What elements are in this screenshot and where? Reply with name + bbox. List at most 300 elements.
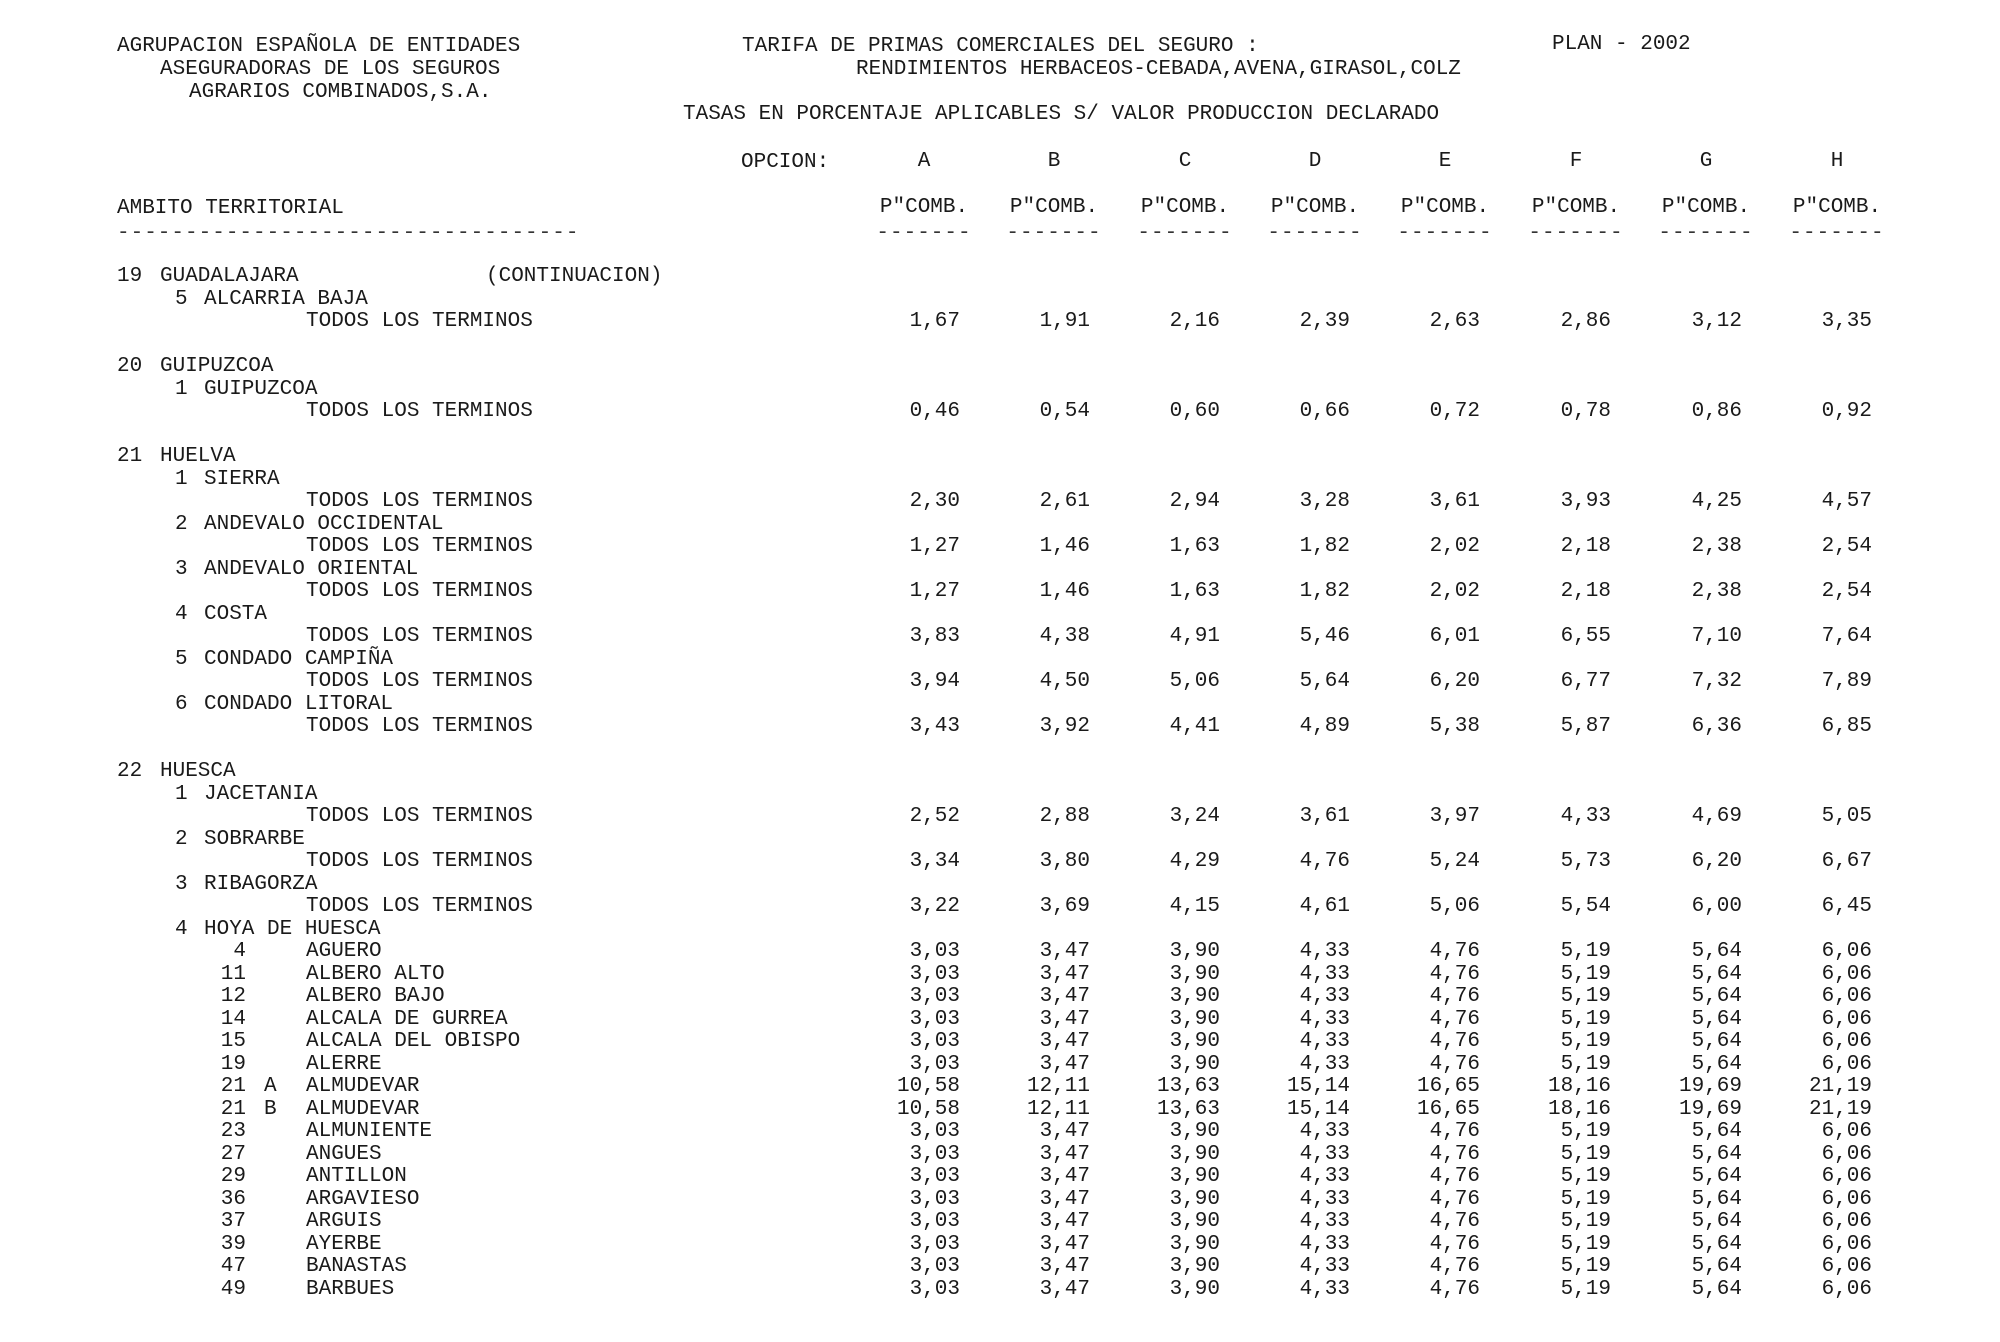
rate-value-f: 5,19 <box>1560 985 1611 1008</box>
rate-value-g: 4,25 <box>1691 490 1742 513</box>
rate-value-c: 3,90 <box>1169 940 1220 963</box>
rate-value-c: 3,90 <box>1169 1030 1220 1053</box>
rate-value-d: 4,33 <box>1299 1187 1350 1211</box>
rate-value-c: 0,60 <box>1169 400 1220 423</box>
col-underline: ------- <box>1006 222 1102 245</box>
comarca-code: 1 <box>175 467 188 491</box>
rate-value-b: 4,50 <box>1039 670 1090 693</box>
tarifa-subtitle: RENDIMIENTOS HERBACEOS-CEBADA,AVENA,GIRASOL,COLZ <box>856 58 1461 81</box>
rate-value-g: 0,86 <box>1691 400 1742 423</box>
rate-value-e: 4,76 <box>1429 1142 1480 1166</box>
col-subheader: P"COMB. <box>879 196 969 219</box>
rate-value-g: 4,69 <box>1691 805 1742 828</box>
rate-value-a: 10,58 <box>896 1097 960 1121</box>
rate-value-a: 3,03 <box>909 1255 960 1278</box>
rate-value-h: 7,89 <box>1821 670 1872 693</box>
comarca-name: COSTA <box>204 602 268 626</box>
municipality-name: BARBUES <box>306 1277 395 1301</box>
province-name: HUESCA <box>160 760 236 783</box>
municipality-name: ALMUNIENTE <box>306 1120 433 1143</box>
rate-value-e: 4,76 <box>1429 1232 1480 1256</box>
rate-value-a: 10,58 <box>896 1075 960 1098</box>
col-underline: ------- <box>1528 222 1624 245</box>
rate-value-d: 5,46 <box>1299 625 1350 648</box>
rate-value-b: 3,47 <box>1039 1255 1090 1278</box>
rate-value-a: 3,94 <box>909 670 960 693</box>
rate-value-d: 0,66 <box>1299 400 1350 423</box>
rate-value-b: 3,47 <box>1039 1120 1090 1143</box>
rate-value-d: 4,33 <box>1299 1232 1350 1256</box>
comarca-name: ANDEVALO ORIENTAL <box>204 557 419 581</box>
rate-value-d: 4,33 <box>1299 1142 1350 1166</box>
rate-value-d: 4,33 <box>1299 940 1350 963</box>
rate-value-f: 5,19 <box>1560 1210 1611 1233</box>
rate-value-e: 5,06 <box>1429 895 1480 918</box>
rate-value-e: 2,02 <box>1429 580 1480 603</box>
rate-value-h: 3,35 <box>1821 310 1872 333</box>
rate-value-f: 2,18 <box>1560 535 1611 558</box>
rate-value-e: 2,63 <box>1429 310 1480 333</box>
terms-label: TODOS LOS TERMINOS <box>306 670 533 693</box>
rate-value-d: 4,33 <box>1299 1030 1350 1053</box>
municipality-name: AYERBE <box>306 1232 382 1256</box>
comarca-code: 3 <box>175 872 188 896</box>
rate-value-e: 2,02 <box>1429 535 1480 558</box>
municipality-name: ANTILLON <box>306 1165 407 1188</box>
rate-value-f: 5,19 <box>1560 940 1611 963</box>
comarca-code: 5 <box>175 647 188 671</box>
rate-value-c: 13,63 <box>1156 1097 1220 1121</box>
rate-value-h: 6,06 <box>1821 1165 1872 1188</box>
rate-value-b: 3,92 <box>1039 715 1090 738</box>
rate-value-a: 1,67 <box>909 310 960 333</box>
continuation-note: (CONTINUACION) <box>486 265 663 288</box>
rate-value-f: 5,54 <box>1560 895 1611 918</box>
rate-value-c: 3,90 <box>1169 1210 1220 1233</box>
rate-value-e: 16,65 <box>1416 1097 1480 1121</box>
rate-value-f: 3,93 <box>1560 490 1611 513</box>
rate-value-c: 4,91 <box>1169 625 1220 648</box>
tasas-line: TASAS EN PORCENTAJE APLICABLES S/ VALOR PRODUCCION DECLARADO <box>683 103 1440 126</box>
rate-value-a: 3,03 <box>909 1120 960 1143</box>
opcion-label: OPCION: <box>741 151 830 174</box>
comarca-name: SOBRARBE <box>204 827 305 851</box>
comarca-code: 1 <box>175 782 188 806</box>
municipality-code: 21 <box>220 1075 246 1098</box>
rate-value-e: 4,76 <box>1429 1007 1480 1031</box>
rate-value-f: 5,19 <box>1560 1165 1611 1188</box>
municipality-code: 14 <box>220 1007 246 1031</box>
rate-value-b: 1,46 <box>1039 580 1090 603</box>
rate-value-d: 1,82 <box>1299 580 1350 603</box>
rate-value-g: 5,64 <box>1691 940 1742 963</box>
municipality-code: 47 <box>220 1255 246 1278</box>
municipality-name: ANGUES <box>306 1142 382 1166</box>
ambito-label: AMBITO TERRITORIAL <box>117 197 344 220</box>
rate-value-g: 7,10 <box>1691 625 1742 648</box>
rate-value-h: 6,06 <box>1821 1120 1872 1143</box>
rate-value-g: 5,64 <box>1691 1052 1742 1076</box>
rate-value-g: 5,64 <box>1691 1255 1742 1278</box>
rate-value-e: 4,76 <box>1429 1120 1480 1143</box>
municipality-code: 27 <box>220 1142 246 1166</box>
rate-value-h: 2,54 <box>1821 535 1872 558</box>
rate-value-e: 6,20 <box>1429 670 1480 693</box>
rate-value-e: 4,76 <box>1429 1030 1480 1053</box>
province-code: 19 <box>117 265 143 288</box>
rate-value-f: 18,16 <box>1547 1097 1611 1121</box>
rate-value-b: 3,47 <box>1039 1142 1090 1166</box>
rate-value-f: 2,86 <box>1560 310 1611 333</box>
municipality-code: 36 <box>220 1187 246 1211</box>
option-header-b: B <box>1047 150 1061 173</box>
col-underline: ------- <box>1137 222 1233 245</box>
terms-label: TODOS LOS TERMINOS <box>306 490 533 513</box>
rate-value-g: 5,64 <box>1691 1232 1742 1256</box>
rate-value-c: 3,90 <box>1169 1007 1220 1031</box>
terms-label: TODOS LOS TERMINOS <box>306 895 533 918</box>
rate-value-a: 3,03 <box>909 1232 960 1256</box>
comarca-code: 2 <box>175 827 188 851</box>
rate-value-c: 3,90 <box>1169 962 1220 986</box>
rate-value-a: 1,27 <box>909 535 960 558</box>
rate-value-d: 2,39 <box>1299 310 1350 333</box>
col-underline: ------- <box>876 222 972 245</box>
ambito-underline: ---------------------------------- <box>117 222 580 245</box>
rate-value-f: 5,19 <box>1560 1232 1611 1256</box>
rate-value-f: 6,77 <box>1560 670 1611 693</box>
rate-value-g: 5,64 <box>1691 985 1742 1008</box>
rate-value-h: 6,06 <box>1821 1232 1872 1256</box>
rate-value-d: 4,33 <box>1299 1165 1350 1188</box>
rate-value-d: 4,33 <box>1299 985 1350 1008</box>
rate-value-a: 3,03 <box>909 1165 960 1188</box>
rate-value-a: 3,03 <box>909 1187 960 1211</box>
col-subheader: P"COMB. <box>1140 196 1230 219</box>
comarca-code: 4 <box>175 917 188 941</box>
plan-label: PLAN - 2002 <box>1552 33 1691 56</box>
rate-value-g: 5,64 <box>1691 962 1742 986</box>
rate-value-c: 3,90 <box>1169 1187 1220 1211</box>
rate-value-a: 3,03 <box>909 1277 960 1301</box>
option-header-d: D <box>1308 150 1322 173</box>
col-underline: ------- <box>1789 222 1885 245</box>
province-code: 20 <box>117 355 143 378</box>
rate-value-c: 2,94 <box>1169 490 1220 513</box>
rate-value-d: 1,82 <box>1299 535 1350 558</box>
rate-value-h: 2,54 <box>1821 580 1872 603</box>
rate-value-b: 3,47 <box>1039 962 1090 986</box>
rate-value-g: 3,12 <box>1691 310 1742 333</box>
rate-value-d: 4,33 <box>1299 1210 1350 1233</box>
comarca-name: CONDADO CAMPIÑA <box>204 647 394 671</box>
rate-value-a: 3,43 <box>909 715 960 738</box>
comarca-code: 1 <box>175 377 188 401</box>
rate-value-g: 5,64 <box>1691 1210 1742 1233</box>
rate-value-a: 3,03 <box>909 1030 960 1053</box>
comarca-name: CONDADO LITORAL <box>204 692 394 716</box>
municipality-code: 21 <box>220 1097 246 1121</box>
comarca-code: 6 <box>175 692 188 716</box>
municipality-code: 15 <box>220 1030 246 1053</box>
rate-value-g: 7,32 <box>1691 670 1742 693</box>
municipality-code: 37 <box>220 1210 246 1233</box>
terms-label: TODOS LOS TERMINOS <box>306 625 533 648</box>
rate-value-f: 5,87 <box>1560 715 1611 738</box>
rate-value-h: 6,06 <box>1821 940 1872 963</box>
province-name: GUIPUZCOA <box>160 355 274 378</box>
col-subheader: P"COMB. <box>1531 196 1621 219</box>
rate-value-g: 2,38 <box>1691 535 1742 558</box>
rate-value-h: 6,06 <box>1821 1187 1872 1211</box>
rate-value-f: 0,78 <box>1560 400 1611 423</box>
rate-value-h: 6,06 <box>1821 1030 1872 1053</box>
rate-value-e: 4,76 <box>1429 1165 1480 1188</box>
rate-value-d: 3,28 <box>1299 490 1350 513</box>
municipality-code: 49 <box>220 1277 246 1301</box>
rate-value-d: 4,33 <box>1299 1120 1350 1143</box>
rate-value-f: 2,18 <box>1560 580 1611 603</box>
terms-label: TODOS LOS TERMINOS <box>306 535 533 558</box>
municipality-name: ALBERO BAJO <box>306 985 445 1008</box>
rate-value-f: 5,19 <box>1560 962 1611 986</box>
rate-value-c: 3,24 <box>1169 805 1220 828</box>
terms-label: TODOS LOS TERMINOS <box>306 310 533 333</box>
rate-value-f: 4,33 <box>1560 805 1611 828</box>
rate-value-b: 3,47 <box>1039 1052 1090 1076</box>
col-subheader: P"COMB. <box>1270 196 1360 219</box>
rate-value-a: 3,83 <box>909 625 960 648</box>
rate-value-c: 3,90 <box>1169 985 1220 1008</box>
tarifa-title: TARIFA DE PRIMAS COMERCIALES DEL SEGURO : <box>742 35 1259 58</box>
rate-value-a: 3,03 <box>909 1210 960 1233</box>
rate-value-d: 4,61 <box>1299 895 1350 918</box>
rate-value-e: 4,76 <box>1429 1187 1480 1211</box>
comarca-name: GUIPUZCOA <box>204 377 318 401</box>
rate-value-f: 5,73 <box>1560 850 1611 873</box>
col-subheader: P"COMB. <box>1792 196 1882 219</box>
org-line-2: ASEGURADORAS DE LOS SEGUROS <box>160 58 501 81</box>
rate-value-b: 3,47 <box>1039 1187 1090 1211</box>
rate-value-a: 2,52 <box>909 805 960 828</box>
rate-value-g: 5,64 <box>1691 1007 1742 1031</box>
rate-value-g: 2,38 <box>1691 580 1742 603</box>
rate-value-b: 12,11 <box>1026 1075 1090 1098</box>
rate-value-e: 4,76 <box>1429 1210 1480 1233</box>
terms-label: TODOS LOS TERMINOS <box>306 805 533 828</box>
municipality-name: ALCALA DEL OBISPO <box>306 1030 521 1053</box>
rate-value-c: 1,63 <box>1169 535 1220 558</box>
rate-value-b: 3,69 <box>1039 895 1090 918</box>
rate-value-c: 4,15 <box>1169 895 1220 918</box>
rate-value-h: 6,06 <box>1821 985 1872 1008</box>
rate-value-b: 1,91 <box>1039 310 1090 333</box>
rate-value-d: 5,64 <box>1299 670 1350 693</box>
rate-value-c: 3,90 <box>1169 1255 1220 1278</box>
rate-value-d: 4,33 <box>1299 1255 1350 1278</box>
rate-value-f: 5,19 <box>1560 1187 1611 1211</box>
rate-value-e: 16,65 <box>1416 1075 1480 1098</box>
option-header-c: C <box>1178 150 1192 173</box>
rate-value-b: 2,61 <box>1039 490 1090 513</box>
option-header-h: H <box>1830 150 1844 173</box>
rate-value-h: 6,06 <box>1821 1277 1872 1301</box>
rate-value-c: 3,90 <box>1169 1142 1220 1166</box>
rate-value-g: 6,20 <box>1691 850 1742 873</box>
col-underline: ------- <box>1267 222 1363 245</box>
rate-value-a: 3,03 <box>909 1142 960 1166</box>
rate-value-f: 6,55 <box>1560 625 1611 648</box>
rate-value-f: 5,19 <box>1560 1052 1611 1076</box>
municipality-name: ARGUIS <box>306 1210 382 1233</box>
terms-label: TODOS LOS TERMINOS <box>306 850 533 873</box>
rate-value-e: 6,01 <box>1429 625 1480 648</box>
rate-value-h: 6,06 <box>1821 1142 1872 1166</box>
col-subheader: P"COMB. <box>1400 196 1490 219</box>
rate-value-c: 3,90 <box>1169 1052 1220 1076</box>
municipality-code: 19 <box>220 1052 246 1076</box>
rate-value-h: 6,85 <box>1821 715 1872 738</box>
terms-label: TODOS LOS TERMINOS <box>306 400 533 423</box>
rate-value-g: 5,64 <box>1691 1165 1742 1188</box>
municipality-code: 12 <box>220 985 246 1008</box>
municipality-name: ALCALA DE GURREA <box>306 1007 508 1031</box>
municipality-name: ALMUDEVAR <box>306 1097 420 1121</box>
rate-value-f: 5,19 <box>1560 1007 1611 1031</box>
municipality-suffix: B <box>264 1097 277 1121</box>
rate-value-h: 6,06 <box>1821 1210 1872 1233</box>
rate-value-e: 4,76 <box>1429 1255 1480 1278</box>
rate-value-g: 5,64 <box>1691 1030 1742 1053</box>
rate-value-b: 4,38 <box>1039 625 1090 648</box>
comarca-code: 5 <box>175 287 188 311</box>
municipality-code: 4 <box>233 940 246 963</box>
comarca-code: 2 <box>175 512 188 536</box>
municipality-name: ARGAVIESO <box>306 1187 420 1211</box>
municipality-suffix: A <box>264 1075 277 1098</box>
municipality-code: 29 <box>220 1165 246 1188</box>
rate-value-f: 18,16 <box>1547 1075 1611 1098</box>
rate-value-d: 4,33 <box>1299 1052 1350 1076</box>
rate-value-b: 3,47 <box>1039 1210 1090 1233</box>
rate-value-c: 4,29 <box>1169 850 1220 873</box>
rate-value-c: 3,90 <box>1169 1165 1220 1188</box>
rate-value-c: 13,63 <box>1156 1075 1220 1098</box>
rate-value-d: 4,33 <box>1299 1277 1350 1301</box>
rate-value-f: 5,19 <box>1560 1277 1611 1301</box>
org-line-3: AGRARIOS COMBINADOS,S.A. <box>189 81 492 104</box>
rate-value-e: 4,76 <box>1429 962 1480 986</box>
rate-value-h: 21,19 <box>1808 1075 1872 1098</box>
rate-value-h: 6,06 <box>1821 1052 1872 1076</box>
rate-value-c: 3,90 <box>1169 1277 1220 1301</box>
terms-label: TODOS LOS TERMINOS <box>306 580 533 603</box>
rate-value-f: 5,19 <box>1560 1255 1611 1278</box>
rate-value-b: 3,47 <box>1039 940 1090 963</box>
rate-value-a: 3,03 <box>909 985 960 1008</box>
rate-value-b: 0,54 <box>1039 400 1090 423</box>
rate-value-a: 3,03 <box>909 1007 960 1031</box>
rate-value-c: 1,63 <box>1169 580 1220 603</box>
rate-value-e: 4,76 <box>1429 1052 1480 1076</box>
rate-value-e: 3,61 <box>1429 490 1480 513</box>
rate-value-e: 5,38 <box>1429 715 1480 738</box>
province-name: GUADALAJARA <box>160 265 299 288</box>
terms-label: TODOS LOS TERMINOS <box>306 715 533 738</box>
comarca-name: ANDEVALO OCCIDENTAL <box>204 512 444 536</box>
rate-value-h: 0,92 <box>1821 400 1872 423</box>
rate-value-g: 6,00 <box>1691 895 1742 918</box>
rate-value-g: 19,69 <box>1678 1097 1742 1121</box>
rate-value-b: 12,11 <box>1026 1097 1090 1121</box>
municipality-name: ALMUDEVAR <box>306 1075 420 1098</box>
comarca-name: ALCARRIA BAJA <box>204 287 368 311</box>
rate-value-d: 4,89 <box>1299 715 1350 738</box>
province-name: HUELVA <box>160 445 236 468</box>
rate-value-h: 7,64 <box>1821 625 1872 648</box>
rate-value-e: 4,76 <box>1429 985 1480 1008</box>
comarca-name: HOYA DE HUESCA <box>204 917 381 941</box>
rate-value-a: 3,22 <box>909 895 960 918</box>
rate-value-a: 3,03 <box>909 1052 960 1076</box>
rate-value-b: 3,47 <box>1039 1165 1090 1188</box>
org-line-1: AGRUPACION ESPAÑOLA DE ENTIDADES <box>117 35 521 58</box>
rate-value-a: 3,34 <box>909 850 960 873</box>
option-header-f: F <box>1569 150 1583 173</box>
rate-value-c: 3,90 <box>1169 1120 1220 1143</box>
rate-value-c: 2,16 <box>1169 310 1220 333</box>
comarca-name: SIERRA <box>204 467 280 491</box>
rate-value-a: 2,30 <box>909 490 960 513</box>
rate-value-b: 2,88 <box>1039 805 1090 828</box>
rate-value-a: 3,03 <box>909 940 960 963</box>
rate-value-b: 1,46 <box>1039 535 1090 558</box>
rate-value-h: 6,06 <box>1821 1255 1872 1278</box>
rate-value-h: 6,45 <box>1821 895 1872 918</box>
municipality-name: ALERRE <box>306 1052 382 1076</box>
option-header-e: E <box>1438 150 1452 173</box>
municipality-name: ALBERO ALTO <box>306 962 445 986</box>
rate-value-d: 15,14 <box>1286 1075 1350 1098</box>
rate-value-a: 3,03 <box>909 962 960 986</box>
rate-value-h: 5,05 <box>1821 805 1872 828</box>
rate-value-c: 5,06 <box>1169 670 1220 693</box>
comarca-name: JACETANIA <box>204 782 318 806</box>
rate-value-h: 21,19 <box>1808 1097 1872 1121</box>
municipality-name: AGUERO <box>306 940 382 963</box>
rate-value-d: 15,14 <box>1286 1097 1350 1121</box>
rate-value-b: 3,47 <box>1039 1007 1090 1031</box>
rate-value-d: 3,61 <box>1299 805 1350 828</box>
rate-value-d: 4,76 <box>1299 850 1350 873</box>
municipality-code: 39 <box>220 1232 246 1256</box>
rate-value-e: 4,76 <box>1429 1277 1480 1301</box>
rate-value-f: 5,19 <box>1560 1120 1611 1143</box>
rate-value-e: 5,24 <box>1429 850 1480 873</box>
rate-value-e: 4,76 <box>1429 940 1480 963</box>
rate-value-d: 4,33 <box>1299 1007 1350 1031</box>
col-subheader: P"COMB. <box>1661 196 1751 219</box>
rate-value-h: 6,06 <box>1821 1007 1872 1031</box>
province-code: 22 <box>117 760 143 783</box>
rate-value-e: 3,97 <box>1429 805 1480 828</box>
col-underline: ------- <box>1397 222 1493 245</box>
rate-value-a: 1,27 <box>909 580 960 603</box>
rate-value-b: 3,47 <box>1039 985 1090 1008</box>
rate-value-h: 6,67 <box>1821 850 1872 873</box>
rate-value-h: 6,06 <box>1821 962 1872 986</box>
comarca-name: RIBAGORZA <box>204 872 318 896</box>
